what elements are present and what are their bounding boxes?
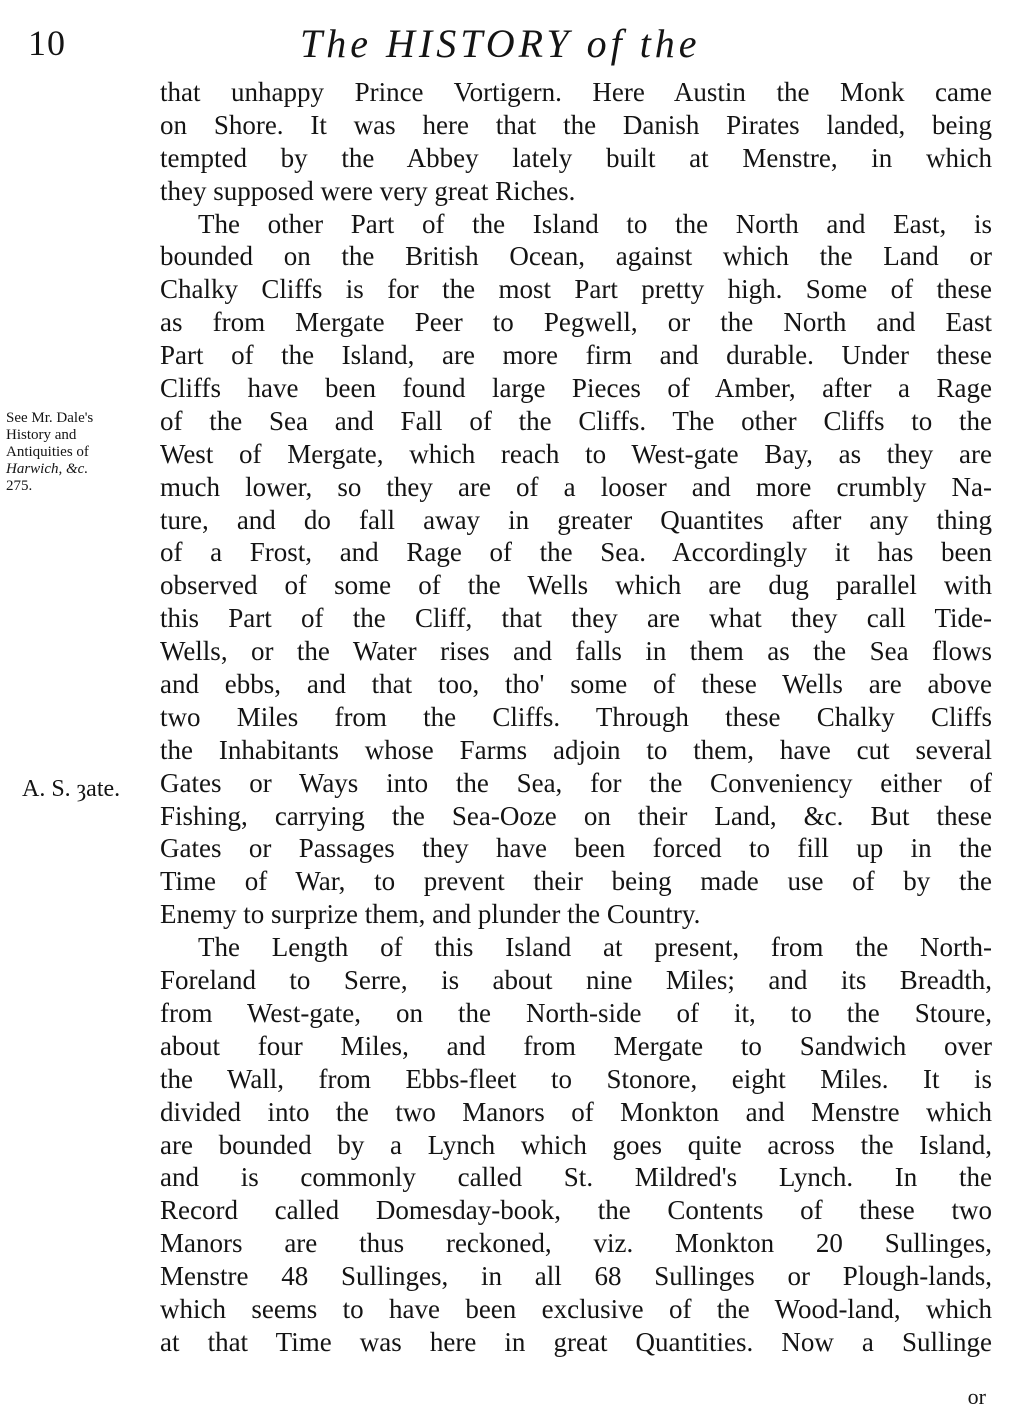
text-line: two Miles from the Cliffs. Through these Chalky Cliffs bbox=[160, 701, 992, 732]
text-line: the Inhabitants whose Farms adjoin to them, have cut several bbox=[160, 734, 992, 765]
text-line: about four Miles, and from Mergate to Sandwich over bbox=[160, 1030, 992, 1061]
text-line: on Shore. It was here that the Danish Pirates landed, being bbox=[160, 109, 992, 140]
margin-note-reference bbox=[6, 410, 156, 495]
text-line: of a Frost, and Rage of the Sea. Accordingly it has been bbox=[160, 537, 992, 568]
page-number: 10 bbox=[28, 23, 66, 63]
margin-note-gate: A. S. ȝate. bbox=[22, 776, 121, 802]
text-line: The Length of this Island at present, from the North- bbox=[198, 932, 992, 963]
text-line: Enemy to surprize them, and plunder the Country. bbox=[160, 899, 701, 930]
text-line: much lower, so they are of a looser and more crumbly Na- bbox=[160, 471, 992, 502]
text-line: this Part of the Cliff, that they are what they call Tide- bbox=[160, 603, 992, 634]
text-line: and is commonly called St. Mildred's Lynch. In the bbox=[160, 1162, 992, 1193]
text-line: Gates or Passages they have been forced to fill up in the bbox=[160, 833, 992, 864]
text-line: are bounded by a Lynch which goes quite across the Island, bbox=[160, 1129, 992, 1160]
text-line: West of Mergate, which reach to West-gate Bay, as they are bbox=[160, 438, 992, 469]
text-line: which seems to have been exclusive of the Wood-land, which bbox=[160, 1293, 992, 1324]
body-text bbox=[160, 76, 992, 1359]
text-line: bounded on the British Ocean, against which the Land or bbox=[160, 241, 992, 272]
text-line: Part of the Island, are more firm and durable. Under these bbox=[160, 340, 992, 371]
text-line: the Wall, from Ebbs-fleet to Stonore, eight Miles. It is bbox=[160, 1063, 992, 1094]
text-line: from West-gate, on the North-side of it, to the Stoure, bbox=[160, 997, 992, 1028]
text-line: observed of some of the Wells which are dug parallel with bbox=[160, 570, 992, 601]
text-line: Cliffs have been found large Pieces of Amber, after a Rage bbox=[160, 373, 992, 404]
text-line: Manors are thus reckoned, viz. Monkton 20 Sullinges, bbox=[160, 1228, 992, 1259]
text-line: tempted by the Abbey lately built at Menstre, in which bbox=[160, 142, 992, 173]
text-line: and ebbs, and that too, tho' some of these Wells are above bbox=[160, 669, 992, 700]
text-line: of the Sea and Fall of the Cliffs. The other Cliffs to the bbox=[160, 405, 992, 436]
text-line: Chalky Cliffs is for the most Part pretty high. Some of these bbox=[160, 274, 992, 305]
running-title: The HISTORY of the bbox=[300, 21, 701, 66]
text-line: as from Mergate Peer to Pegwell, or the North and East bbox=[160, 307, 992, 338]
margin-note-line: Antiquities of bbox=[6, 444, 89, 460]
text-line: The other Part of the Island to the North and East, is bbox=[198, 208, 992, 239]
text-line: divided into the two Manors of Monkton and Menstre which bbox=[160, 1096, 992, 1127]
text-line: Fishing, carrying the Sea-Ooze on their Land, &c. But these bbox=[160, 800, 992, 831]
margin-note-line: Harwich, &c. bbox=[6, 461, 89, 477]
text-line: they supposed were very great Riches. bbox=[160, 175, 576, 206]
text-line: ture, and do fall away in greater Quantites after any thing bbox=[160, 504, 992, 535]
text-line: Menstre 48 Sullinges, in all 68 Sullinges or Plough-lands, bbox=[160, 1261, 992, 1292]
text-line: that unhappy Prince Vortigern. Here Austin the Monk came bbox=[160, 77, 992, 107]
text-line: Time of War, to prevent their being made use of by the bbox=[160, 866, 992, 897]
text-line: Gates or Ways into the Sea, for the Conveniency either of bbox=[160, 767, 992, 798]
text-line: Record called Domesday-book, the Contents of these two bbox=[160, 1195, 992, 1226]
margin-note-line: History and bbox=[6, 427, 77, 443]
text-line: Foreland to Serre, is about nine Miles; and its Breadth, bbox=[160, 965, 992, 996]
margin-note-line: See Mr. Dale's bbox=[6, 410, 94, 426]
margin-note-line: 275. bbox=[6, 478, 33, 494]
text-line: Wells, or the Water rises and falls in them as the Sea flows bbox=[160, 636, 992, 667]
text-line: at that Time was here in great Quantities. Now a Sullinge bbox=[160, 1326, 992, 1357]
catchword: or bbox=[967, 1384, 986, 1409]
